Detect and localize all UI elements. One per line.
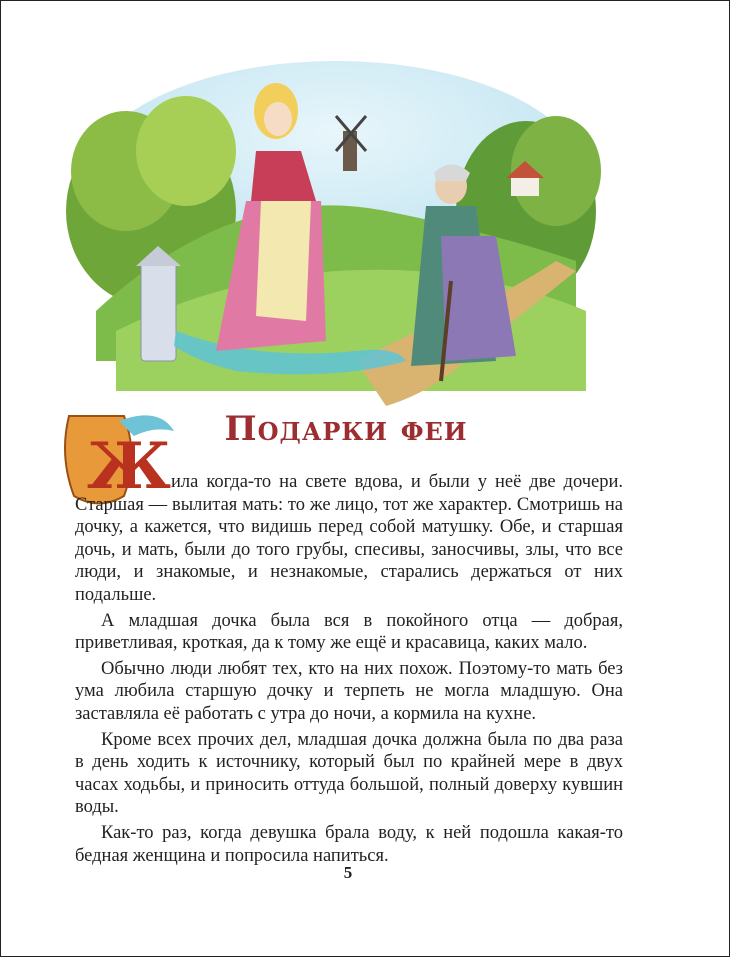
paragraph: ила когда-то на свете вдова, и были у неё две дочери. Старшая — вылитая мать: то же лицо, тот же характер. Смотришь на дочку, а кажется, что видишь перед собой матушку. Обе, и старшая дочь, и мать, были до того грубы, спесивы, заносчивы, злы, что все люди, и знакомые, и незнакомые, старались держаться от них подальше. (75, 472, 623, 605)
fairy-tale-illustration (56, 61, 601, 421)
page-number: 5 (343, 863, 353, 882)
paragraph: Кроме всех прочих дел, младшая дочка должна была по два раза в день ходить к источнику, который был по крайней мере в двух часах ходьбы, и приносить оттуда большой, полный доверху кувшин воды. (75, 729, 623, 818)
story-body (75, 471, 623, 870)
paragraph: Как-то раз, когда девушка брала воду, к ней подошла какая-то бедная женщина и попросила напиться. (75, 822, 623, 866)
paragraph: А младшая дочка была вся в покойного отца — добрая, приветливая, кроткая, да к тому же ещё и красавица, каких мало. (75, 610, 623, 654)
drop-cap-letter: Ж (87, 429, 171, 504)
story-title: Подарки феи (224, 409, 468, 449)
paragraph: Обычно люди любят тех, кто на них похож. Поэтому-то мать без ума любила старшую дочку и терпеть не могла младшую. Она заставляла её работать с утра до ночи, а кормила на кухне. (75, 658, 623, 724)
